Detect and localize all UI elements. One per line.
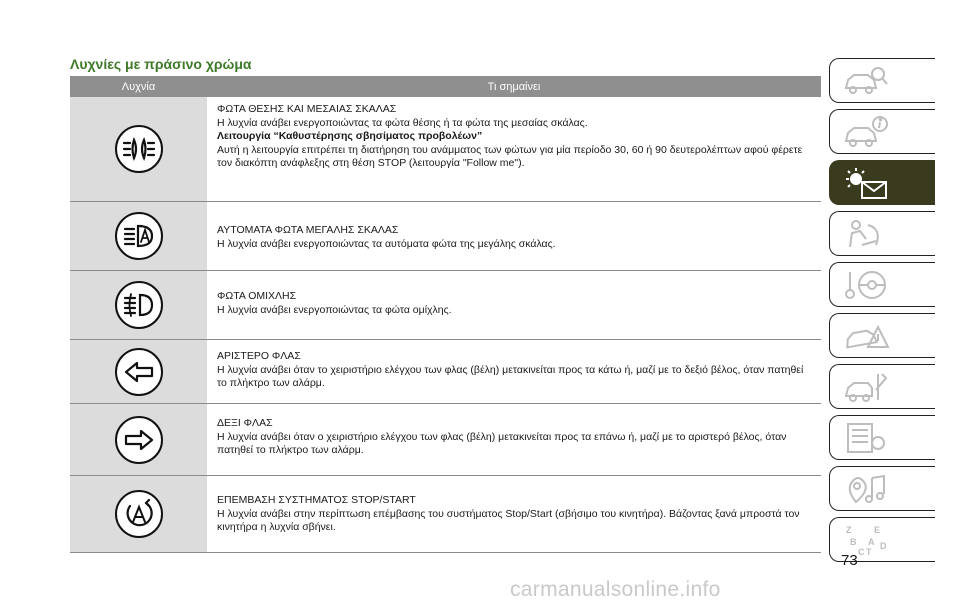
- tab-safety[interactable]: [829, 211, 935, 256]
- table-row: [70, 271, 821, 340]
- start-stop-icon: [115, 490, 163, 538]
- row-title: ΔΕΞΙ ΦΛΑΣ: [217, 417, 273, 429]
- watermark: carmanualsonline.info: [510, 578, 721, 601]
- dipped-headlights-icon: [115, 125, 163, 173]
- page-number: 73: [841, 552, 858, 569]
- table-row: [70, 97, 821, 202]
- safety-airbag-icon: [842, 217, 890, 251]
- table-row: [70, 476, 821, 553]
- header-meaning: Τι σημαίνει: [487, 80, 541, 93]
- table-header: [70, 76, 821, 97]
- warning-light-message-icon: [842, 166, 890, 200]
- tab-car-info[interactable]: [829, 109, 935, 154]
- index-letter: A: [868, 536, 875, 547]
- emergency-icon: [842, 319, 890, 353]
- technical-data-icon: [842, 421, 890, 455]
- multimedia-icon: [842, 472, 890, 506]
- index-letter: T: [866, 546, 872, 557]
- row-title: ΦΩΤΑ ΟΜΙΧΛΗΣ: [217, 290, 297, 302]
- index-letter: C: [858, 546, 865, 557]
- row-title: ΑΥΤΟΜΑΤΑ ΦΩΤΑ ΜΕΓΑΛΗΣ ΣΚΑΛΑΣ: [217, 224, 399, 236]
- table-row: [70, 340, 821, 404]
- warning-lights-table: [70, 76, 821, 553]
- tab-warning-lights[interactable]: [829, 160, 935, 205]
- starting-driving-icon: [842, 268, 890, 302]
- right-turn-signal-icon: [115, 416, 163, 464]
- tab-car-search[interactable]: [829, 58, 935, 103]
- row-text: Αυτή η λειτουργία επιτρέπει τη διατήρηση του ανάμματος των φώτων για μία περίοδο 30, 60 ή 90 δευτερολέπτων αφού φέρετε τον διακόπτη ανάφλεξης στη θέση STOP (λειτουργία "Follow me").: [217, 143, 803, 170]
- fog-lights-icon: [115, 281, 163, 329]
- maintenance-icon: [842, 370, 890, 404]
- car-search-icon: [842, 64, 890, 98]
- row-title: ΕΠΕΜΒΑΣΗ ΣΥΣΤΗΜΑΤΟΣ STOP/START: [217, 494, 416, 506]
- section-title: Λυχνίες με πράσινο χρώμα: [70, 56, 252, 72]
- car-info-icon: [842, 115, 890, 149]
- tab-emergency[interactable]: [829, 313, 935, 358]
- table-row: [70, 202, 821, 271]
- row-subtitle: Λειτουργία “Καθυστέρησης σβησίματος προβολέων”: [217, 130, 483, 143]
- tab-starting-driving[interactable]: [829, 262, 935, 307]
- automatic-headlights-icon: [115, 212, 163, 260]
- row-text: Η λυχνία ανάβει όταν ο χειριστήριο ελέγχου των φλας (βέλη) μετακινείται προς τα επάνω ή, μαζί με το αριστερό βέλος, όταν πατηθεί το πλήκτρο των αλάρμ.: [217, 430, 787, 457]
- table-row: [70, 404, 821, 476]
- row-text: Η λυχνία ανάβει στην περίπτωση επέμβασης του συστήματος Stop/Start (σβήσιμο του κινητήρα). Βάζοντας ξανά μπροστά τον κινητήρα η λυχνία σβήνει.: [217, 507, 800, 534]
- index-letter: E: [874, 524, 881, 535]
- row-title: ΦΩΤΑ ΘΕΣΗΣ ΚΑΙ ΜΕΣΑΙΑΣ ΣΚΑΛΑΣ: [217, 103, 397, 115]
- index-letter: B: [850, 536, 857, 547]
- header-lamp: Λυχνία: [121, 80, 156, 93]
- row-text: Η λυχνία ανάβει ενεργοποιώντας τα φώτα θέσης ή τα φώτα της μεσαίας σκάλας.: [217, 116, 588, 129]
- row-text: Η λυχνία ανάβει όταν το χειριστήριο ελέγχου των φλας (βέλη) μετακινείται προς τα κάτω ή, μαζί με το δεξιό βέλος, όταν πατηθεί το πλήκτρο των αλάρμ.: [217, 363, 804, 390]
- row-text: Η λυχνία ανάβει ενεργοποιώντας τα φώτα ομίχλης.: [217, 303, 452, 316]
- tab-maintenance[interactable]: [829, 364, 935, 409]
- left-turn-signal-icon: [115, 348, 163, 396]
- index-letter: D: [880, 540, 887, 551]
- row-text: Η λυχνία ανάβει ενεργοποιώντας τα αυτόματα φώτα της μεγάλης σκάλας.: [217, 237, 556, 250]
- index-letter: Z: [846, 524, 852, 535]
- chapter-sidebar: [829, 58, 935, 568]
- tab-multimedia[interactable]: [829, 466, 935, 511]
- row-title: ΑΡΙΣΤΕΡΟ ΦΛΑΣ: [217, 350, 301, 362]
- tab-technical-data[interactable]: [829, 415, 935, 460]
